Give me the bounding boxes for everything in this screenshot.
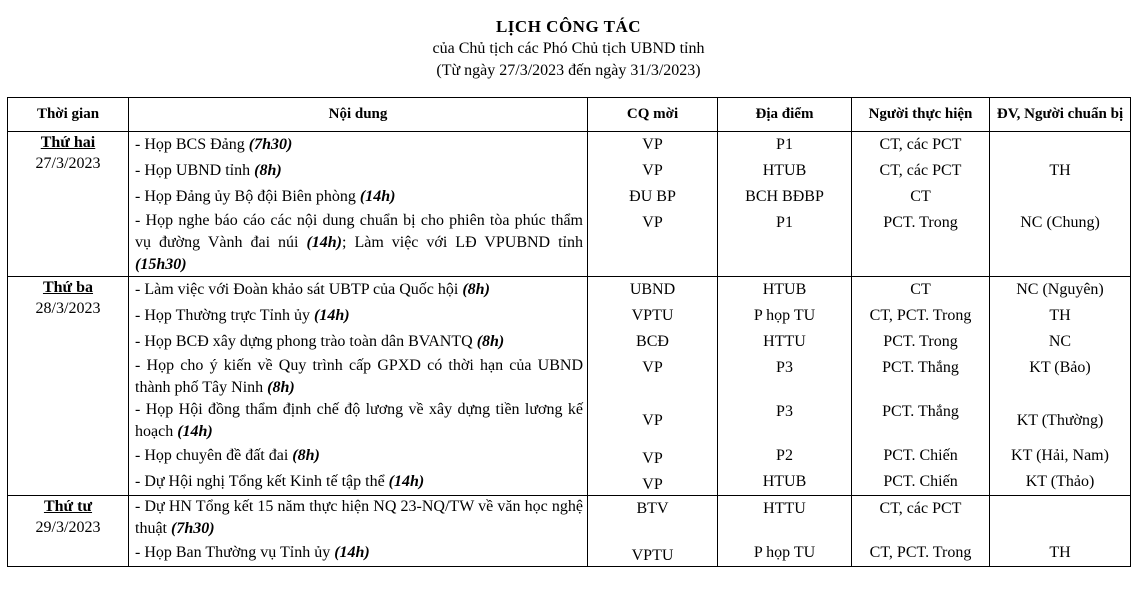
day-date: 28/3/2023 bbox=[35, 300, 101, 317]
agenda-item bbox=[129, 303, 587, 329]
day-row bbox=[8, 277, 1131, 496]
location: P2 bbox=[776, 447, 793, 464]
inviting-agency: VP bbox=[642, 450, 663, 467]
inviting-agency: VP bbox=[642, 162, 663, 179]
inviting-agency-cell bbox=[588, 277, 718, 496]
executor-cell bbox=[852, 277, 990, 496]
column-header-inviting-agency: CQ mời bbox=[588, 98, 718, 132]
preparer: KT (Bảo) bbox=[1029, 359, 1091, 376]
agenda-time: (7h30) bbox=[171, 520, 215, 537]
column-header-executor: Người thực hiện bbox=[852, 98, 990, 132]
inviting-agency: VP bbox=[642, 214, 663, 231]
agenda-text: - Họp nghe báo cáo các nội dung chuẩn bị cho phiên tòa phúc thẩm vụ đường Vành đai núi bbox=[135, 212, 583, 251]
agenda-text: - Họp Hội đồng thẩm định chế độ lương về xây dựng tiền lương kế hoạch bbox=[135, 401, 583, 440]
executor: PCT. Trong bbox=[883, 214, 958, 231]
agenda-text: - Họp Ban Thường vụ Tỉnh ủy bbox=[135, 544, 335, 561]
executor: PCT. Thắng bbox=[882, 403, 959, 420]
executor: CT, các PCT bbox=[879, 162, 962, 179]
agenda-text: - Họp Thường trực Tỉnh ủy bbox=[135, 307, 314, 324]
agenda-text: - Họp cho ý kiến về Quy trình cấp GPXD có thời hạn của UBND thành phố Tây Ninh bbox=[135, 357, 583, 396]
location: HTTU bbox=[763, 333, 806, 350]
day-name: Thứ hai bbox=[40, 134, 96, 151]
agenda-item bbox=[129, 399, 587, 443]
location: HTTU bbox=[763, 500, 806, 517]
location: P1 bbox=[776, 214, 793, 231]
executor: CT bbox=[910, 188, 931, 205]
schedule-date-range: (Từ ngày 27/3/2023 đến ngày 31/3/2023) bbox=[436, 62, 701, 79]
agenda-text: - Họp BCS Đảng bbox=[135, 136, 249, 153]
day-name: Thứ ba bbox=[42, 279, 94, 296]
schedule-title: LỊCH CÔNG TÁC bbox=[495, 17, 642, 36]
agenda-time: (8h) bbox=[462, 281, 490, 298]
agenda-item bbox=[129, 469, 587, 495]
executor: PCT. Trong bbox=[883, 333, 958, 350]
agenda-text: - Họp chuyên đề đất đai bbox=[135, 447, 293, 464]
agenda-text: - Họp UBND tỉnh bbox=[135, 162, 255, 179]
day-row bbox=[8, 496, 1131, 567]
inviting-agency: UBND bbox=[629, 281, 676, 298]
location: P3 bbox=[776, 403, 793, 420]
executor-cell bbox=[852, 132, 990, 277]
agenda-time: (14h) bbox=[313, 307, 350, 324]
day-row bbox=[8, 132, 1131, 277]
inviting-agency-cell bbox=[588, 132, 718, 277]
agenda-text: - Họp BCĐ xây dựng phong trào toàn dân BVANTQ bbox=[135, 333, 477, 350]
content-cell bbox=[129, 277, 588, 496]
executor: CT, các PCT bbox=[879, 500, 962, 517]
inviting-agency: VP bbox=[642, 476, 663, 493]
day-cell bbox=[8, 277, 129, 496]
day-date: 27/3/2023 bbox=[35, 155, 101, 172]
agenda-text: - Làm việc với Đoàn khảo sát UBTP của Quốc hội bbox=[135, 281, 463, 298]
location: BCH BĐBP bbox=[745, 188, 824, 205]
preparer-cell bbox=[990, 496, 1131, 567]
preparer: NC bbox=[1048, 333, 1072, 350]
location: P1 bbox=[776, 136, 793, 153]
agenda-time: (7h30) bbox=[248, 136, 293, 153]
column-header-location: Địa điểm bbox=[718, 98, 852, 132]
location: HTUB bbox=[762, 473, 807, 490]
inviting-agency: BTV bbox=[636, 500, 669, 517]
content-cell bbox=[129, 496, 588, 567]
location-cell bbox=[718, 496, 852, 567]
executor: CT, PCT. Trong bbox=[869, 307, 972, 324]
inviting-agency: VPTU bbox=[631, 307, 674, 324]
day-date: 29/3/2023 bbox=[35, 519, 101, 536]
agenda-time: (8h) bbox=[254, 162, 282, 179]
agenda-time: (8h) bbox=[476, 333, 505, 350]
agenda-item bbox=[129, 443, 587, 469]
preparer bbox=[990, 496, 1130, 540]
location: P họp TU bbox=[753, 544, 816, 561]
location-cell bbox=[718, 277, 852, 496]
location: P3 bbox=[776, 359, 793, 376]
schedule-body bbox=[8, 132, 1131, 567]
agenda-time: (14h) bbox=[177, 423, 213, 440]
preparer-cell bbox=[990, 132, 1131, 277]
day-name: Thứ tư bbox=[43, 498, 93, 515]
location: P họp TU bbox=[753, 307, 816, 324]
agenda-time: (8h) bbox=[267, 379, 295, 396]
agenda-item bbox=[129, 158, 587, 184]
schedule-table bbox=[7, 97, 1131, 567]
column-header-content: Nội dung bbox=[129, 98, 588, 132]
column-header-time: Thời gian bbox=[8, 98, 129, 132]
column-header-preparer: ĐV, Người chuẩn bị bbox=[990, 98, 1131, 132]
agenda-time: (14h) bbox=[388, 473, 425, 490]
agenda-item bbox=[129, 132, 587, 158]
agenda-time-2: (15h30) bbox=[135, 256, 187, 273]
executor: PCT. Chiến bbox=[883, 473, 958, 490]
executor: PCT. Thắng bbox=[882, 359, 959, 376]
agenda-time: (14h) bbox=[306, 234, 343, 251]
executor: CT bbox=[910, 281, 931, 298]
agenda-time: (14h) bbox=[334, 544, 370, 561]
table-header-row bbox=[8, 98, 1131, 132]
preparer bbox=[990, 184, 1130, 210]
executor: PCT. Chiến bbox=[883, 447, 958, 464]
agenda-time: (14h) bbox=[359, 188, 396, 205]
inviting-agency: VP bbox=[642, 136, 663, 153]
inviting-agency-cell bbox=[588, 496, 718, 567]
location-cell bbox=[718, 132, 852, 277]
agenda-time: (8h) bbox=[292, 447, 320, 464]
preparer-cell bbox=[990, 277, 1131, 496]
schedule-subtitle: của Chủ tịch các Phó Chủ tịch UBND tỉnh bbox=[432, 40, 705, 57]
location: HTUB bbox=[762, 162, 807, 179]
executor-cell bbox=[852, 496, 990, 567]
content-cell bbox=[129, 132, 588, 277]
agenda-text-cont: ; Làm việc với LĐ VPUBND tỉnh bbox=[342, 234, 583, 251]
agenda-item bbox=[129, 184, 587, 210]
preparer: TH bbox=[1049, 544, 1071, 561]
preparer: KT (Thảo) bbox=[1025, 473, 1095, 490]
agenda-item bbox=[129, 540, 587, 566]
agenda-text: - Họp Đảng ủy Bộ đội Biên phòng bbox=[135, 188, 360, 205]
location: HTUB bbox=[762, 281, 807, 298]
inviting-agency: VPTU bbox=[631, 547, 674, 564]
preparer: KT (Thường) bbox=[1016, 412, 1104, 429]
preparer: KT (Hải, Nam) bbox=[1011, 447, 1109, 464]
agenda-item bbox=[129, 277, 587, 303]
agenda-item bbox=[129, 496, 587, 540]
day-cell bbox=[8, 132, 129, 277]
day-cell bbox=[8, 496, 129, 567]
executor: CT, các PCT bbox=[879, 136, 962, 153]
inviting-agency: VP bbox=[642, 412, 663, 429]
agenda-text: - Dự Hội nghị Tổng kết Kinh tế tập thể bbox=[135, 473, 389, 490]
agenda-text: - Dự HN Tổng kết 15 năm thực hiện NQ 23-NQ/TW về văn học nghệ thuật bbox=[135, 498, 583, 537]
preparer bbox=[990, 132, 1130, 158]
inviting-agency: ĐU BP bbox=[629, 188, 676, 205]
preparer: NC (Chung) bbox=[1020, 214, 1100, 231]
inviting-agency: VP bbox=[642, 359, 663, 376]
preparer: NC (Nguyên) bbox=[1016, 281, 1104, 298]
preparer: TH bbox=[1049, 162, 1071, 179]
inviting-agency: BCĐ bbox=[636, 333, 669, 350]
agenda-item bbox=[129, 329, 587, 355]
agenda-item bbox=[129, 355, 587, 399]
preparer: TH bbox=[1049, 307, 1071, 324]
executor: CT, PCT. Trong bbox=[869, 544, 972, 561]
agenda-item bbox=[129, 210, 587, 276]
